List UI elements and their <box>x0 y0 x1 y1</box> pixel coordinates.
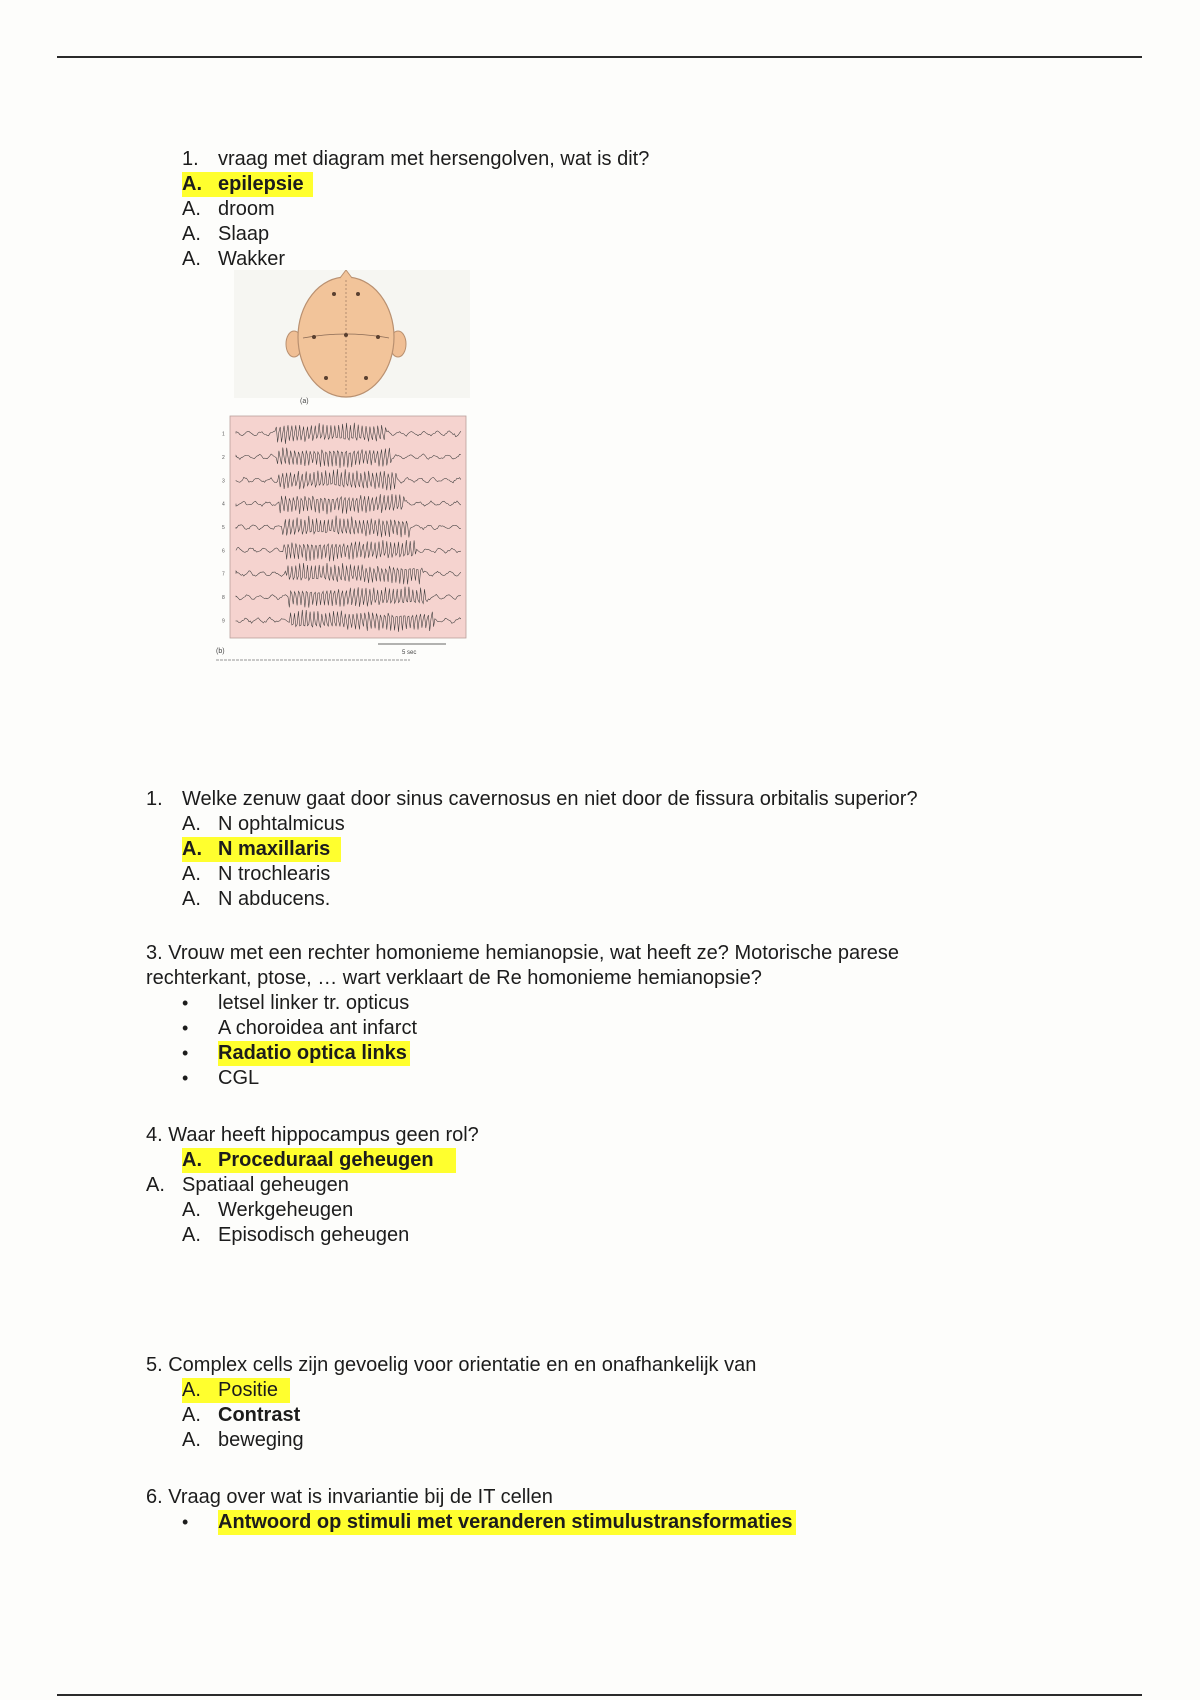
answer-highlighted: Antwoord op stimuli met veranderen stimulustransformaties <box>218 1510 796 1535</box>
question-number: 1. <box>146 788 163 810</box>
channel-label: 3 <box>222 478 225 485</box>
panel-a-label: (a) <box>300 398 309 405</box>
question-text: Welke zenuw gaat door sinus cavernosus en niet door de fissura orbitalis superior? <box>182 788 918 810</box>
footer-rule <box>57 1694 1142 1696</box>
channel-label: 4 <box>222 501 225 508</box>
option-highlighted: Positie <box>218 1379 279 1401</box>
question-text-continued: rechterkant, ptose, … wart verklaart de Re homonieme hemianopsie? <box>146 967 762 989</box>
option-correct: Proceduraal geheugen <box>218 1149 434 1171</box>
channel-label: 5 <box>222 525 225 531</box>
eeg-panel <box>230 416 466 638</box>
channel-label: 9 <box>222 618 225 625</box>
eeg-figure <box>214 270 470 670</box>
question-text: 6. Vraag over wat is invariantie bij de IT cellen <box>146 1486 553 1508</box>
question-text: 3. Vrouw met een rechter homonieme hemianopsie, wat heeft ze? Motorische parese <box>146 942 899 964</box>
scale-label: 5 sec <box>402 650 417 656</box>
channel-label: 7 <box>222 571 225 578</box>
question-text: 4. Waar heeft hippocampus geen rol? <box>146 1124 479 1146</box>
panel-b-label: (b) <box>216 648 225 655</box>
option-correct: Radatio optica links <box>218 1041 410 1066</box>
channel-label: 8 <box>222 595 225 602</box>
channel-label: 2 <box>222 454 225 461</box>
question-number: 1. <box>182 148 199 170</box>
eeg-channel-labels <box>222 432 225 625</box>
question-text: vraag met diagram met hersengolven, wat is dit? <box>218 148 650 170</box>
option-bold: Contrast <box>218 1404 301 1426</box>
channel-label: 1 <box>222 431 225 438</box>
option-correct: N maxillaris <box>218 838 331 860</box>
question-text: 5. Complex cells zijn gevoelig voor orientatie en en onafhankelijk van <box>146 1354 757 1376</box>
eeg-diagram <box>214 270 470 670</box>
channel-label: 6 <box>222 548 225 555</box>
option-correct: epilepsie <box>218 173 304 195</box>
header-rule <box>57 56 1142 58</box>
